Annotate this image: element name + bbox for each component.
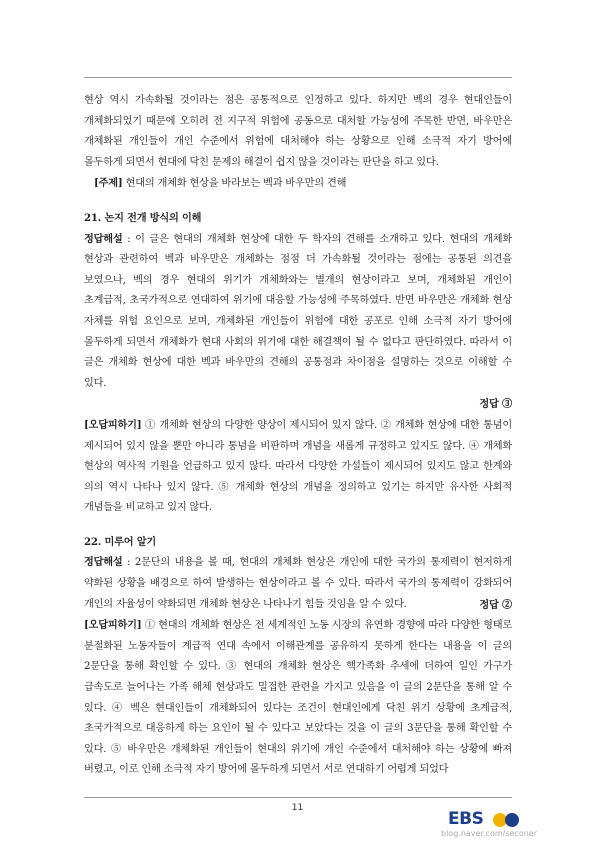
q21-explanation bbox=[84, 229, 512, 395]
footer-rule bbox=[84, 797, 512, 798]
q21-heading: 21. 논지 전개 방식의 이해 bbox=[84, 211, 202, 224]
q22-answer: 정답 ② bbox=[479, 598, 512, 611]
logo-blue-circle-icon bbox=[505, 813, 519, 827]
theme-line bbox=[84, 173, 512, 195]
q21-wrong-text: ① 개체화 현상의 다양한 양상이 제시되어 있지 않다. ② 개체화 현상에 대한 통념이 제시되어 있지 않을 뿐만 아니라 통념을 비판하며 개념을 새롭게 규정하고 있지도 않다. ④ 개체화 현상의 역사적 기원을 언급하고 있지 않다. 따라서 다양한 가설들이 제시되어 있지도 않고 한계와 의의 역시 나타나 있지 않다. ⑤ 개체화 현상의 개념을 정의하고 있기는 하지만 유사한 사회적 개념들을 비교하고 있지 않다. bbox=[84, 419, 512, 514]
q22-wrong-options bbox=[84, 615, 512, 781]
ebs-logo bbox=[448, 808, 538, 830]
q21-exp-text: : 이 글은 현대의 개체화 현상에 대한 두 학자의 견해를 소개하고 있다. 현대의 개체화 현상과 관련하여 벡과 바우만은 개체화는 점점 더 가속화될 것이라는 점에는 공통된 의견을 보였으나, 벡의 경우 현대의 위기가 개체화와는 별개의 현상이라고 보며, 개체화된 개인이 초계급적, 초국가적으로 연대하여 위기에 대응할 가능성에 주목하였다. 반면 바우만은 개체화 현상 자체를 위험 요인으로 보며, 개체화된 개인들이 위험에 대한 공포로 인해 소극적 자기 방어에 몰두하게 되면서 개체화가 현대 사회의 위기에 대한 해결책이 될 수 없다고 판단하였다. 따라서 이 글은 개체화 현상에 대한 벡과 바우만의 견해의 공통점과 차이점을 설명하는 것으로 이해할 수 있다. bbox=[84, 233, 512, 389]
q22-heading: 22. 미루어 알기 bbox=[84, 535, 157, 548]
q22-exp-label: 정답해설 bbox=[84, 556, 123, 569]
ebs-logo-text: EBS bbox=[448, 809, 484, 829]
q21-exp-label: 정답해설 bbox=[84, 232, 123, 245]
theme-text: 현대의 개체화 현상을 바라보는 벡과 바우만의 견해 bbox=[122, 178, 347, 190]
intro-paragraph: 현상 역시 가속화될 것이라는 점은 공통적으로 인정하고 있다. 하지만 벡의 경우 현대인들이 개체화되었기 때문에 오히려 전 지구적 위험에 공동으로 대처할 가능성에 주목한 반면, 바우만은 개체화된 개인들이 개인 수준에서 위험에 대처해야 하는 상황으로 인해 소극적 자기 방어에 몰두하게 되면서 현대에 닥친 문제의 해결이 쉽지 않을 것이라는 판단을 하고 있다. bbox=[84, 95, 512, 168]
theme-label: [주제] bbox=[94, 177, 123, 190]
blog-url: blog.naver.com/seconer bbox=[441, 829, 537, 838]
q21-wrong-label: [오답피하기] bbox=[84, 418, 142, 431]
q22-exp-text: : 2문단의 내용을 볼 때, 현대의 개체화 현상은 개인에 대한 국가의 통제력이 현저하게 약화된 상황을 배경으로 하여 발생하는 현상이라고 볼 수 있다. 따라서 국가의 통제력이 강화되어 개인의 자율성이 약화되면 개체화 현상은 나타나기 힘들 것임을 알 수 있다. bbox=[84, 557, 512, 610]
q22-wrong-text: ① 현대의 개체화 현상은 전 세계적인 노동 시장의 유연화 경향에 따라 다양한 형태로 분절화된 노동자들이 계급적 연대 속에서 이해관계를 공유하지 못하게 한다는 내용을 이 글의 2문단을 통해 확인할 수 있다. ③ 현대의 개체화 현상은 핵가족화 추세에 더하여 일인 가구가 급속도로 늘어나는 가족 해체 현상과도 밀접한 관련을 가지고 있음을 이 글의 2문단을 통해 알 수 있다. ④ 벡은 현대인들이 개체화되어 있다는 조건이 현대인에게 닥친 위기 상황에 초계급적, 초국가적으로 대응하게 하는 요인이 될 수 있다고 보았다는 것을 이 글의 3문단을 통해 확인할 수 있다. ⑤ 바우만은 개체화된 개인들이 현대의 위기에 개인 수준에서 대처해야 하는 상황에 빠져 버렸고, 이로 인해 소극적 자기 방어에 몰두하게 되면서 서로 연대하기 어렵게 되었다 bbox=[84, 620, 512, 776]
page-number: 11 bbox=[291, 803, 304, 813]
document-body bbox=[84, 91, 512, 781]
header-rule bbox=[84, 77, 512, 78]
q22-explanation bbox=[84, 552, 512, 615]
q21-wrong-options bbox=[84, 415, 512, 519]
q22-wrong-label: [오답피하기] bbox=[84, 619, 142, 632]
q21-answer: 정답 ③ bbox=[479, 398, 512, 411]
